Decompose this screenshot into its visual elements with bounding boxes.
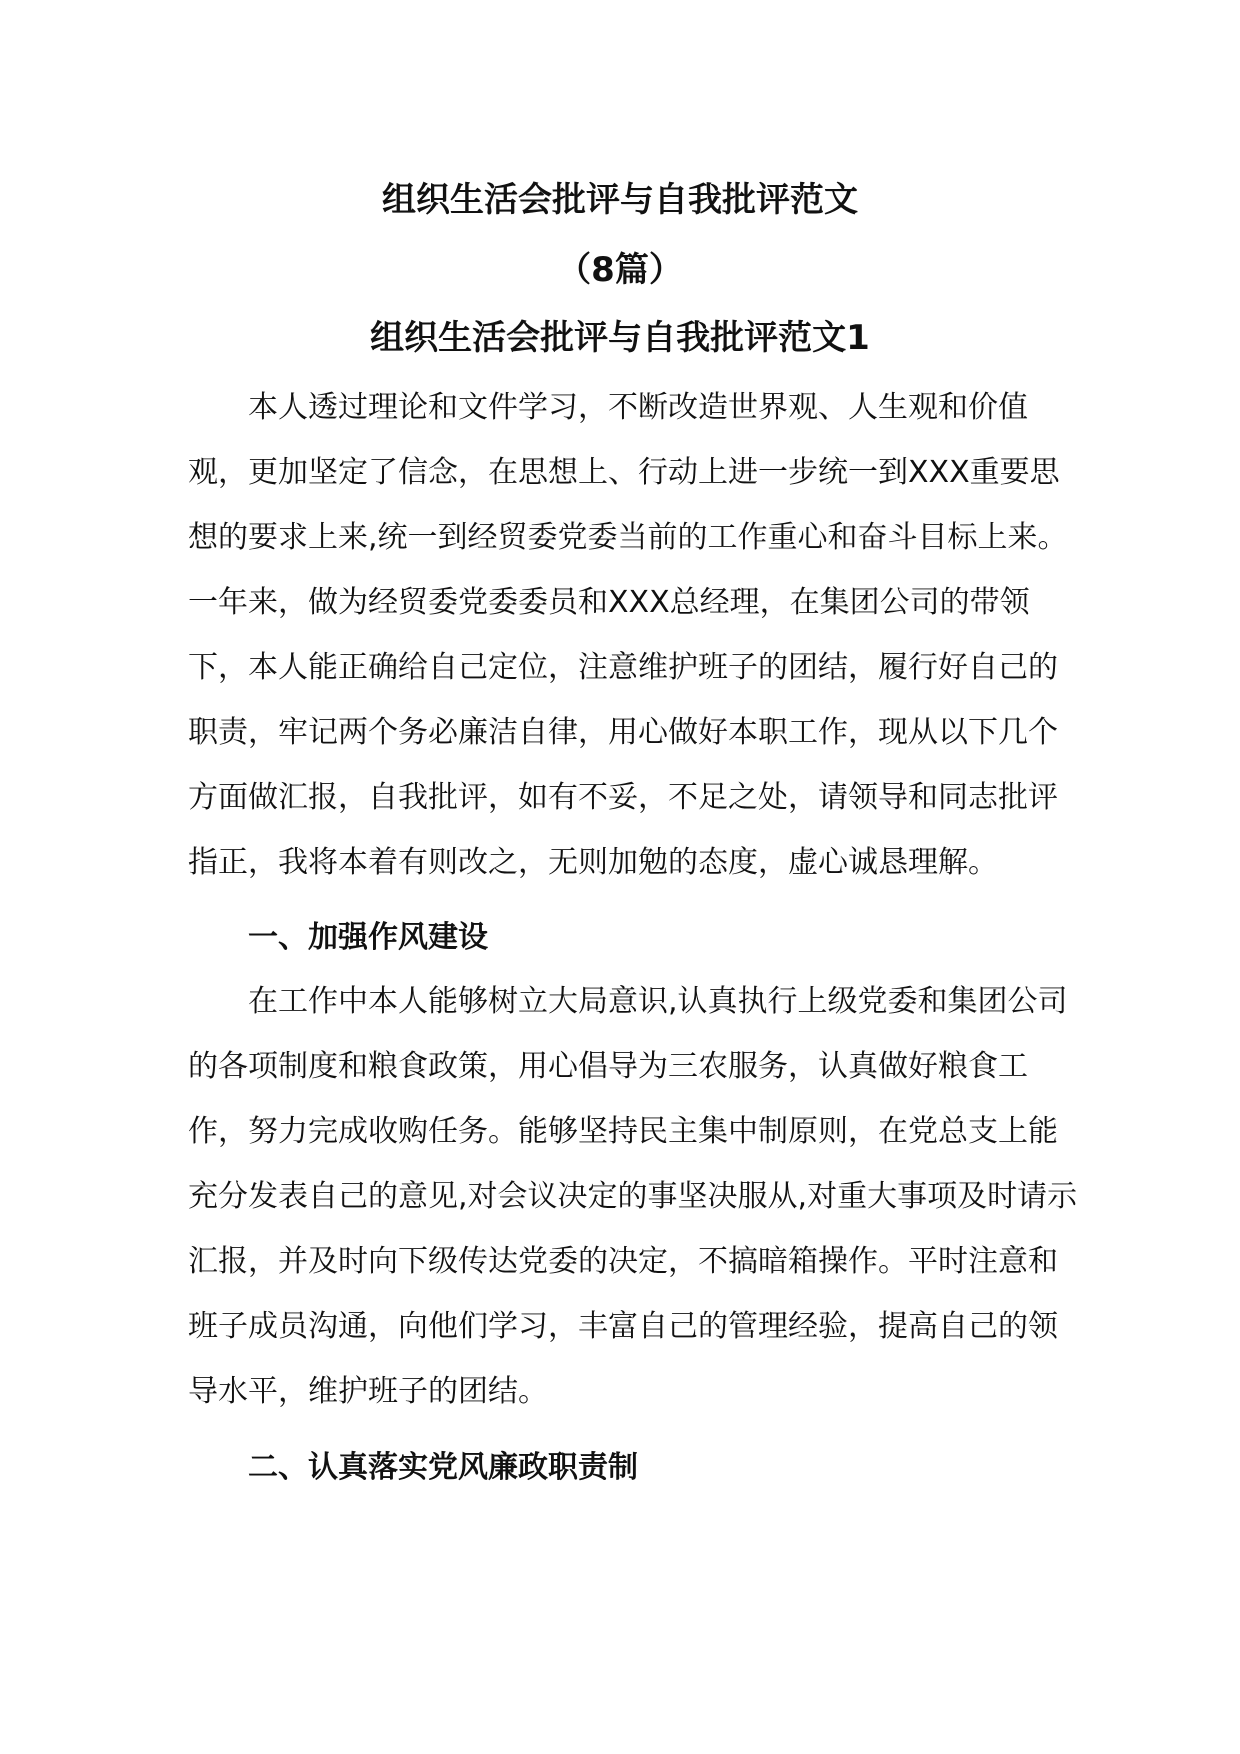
document-title: 组织生活会批评与自我批评范文 — [382, 180, 858, 220]
paragraph-line: 下，本人能正确给自己定位，注意维护班子的团结，履行好自己的 — [188, 650, 1058, 685]
paragraph-line: 在工作中本人能够树立大局意识,认真执行上级党委和集团公司 — [248, 984, 1068, 1019]
paragraph-line: 想的要求上来,统一到经贸委党委当前的工作重心和奋斗目标上来。 — [188, 520, 1068, 555]
paragraph-line: 职责，牢记两个务必廉洁自律，用心做好本职工作，现从以下几个 — [188, 715, 1058, 750]
paragraph-line: 指正，我将本着有则改之，无则加勉的态度，虚心诚恳理解。 — [188, 845, 998, 880]
paragraph-line: 本人透过理论和文件学习，不断改造世界观、人生观和价值 — [248, 390, 1028, 425]
paragraph-line: 方面做汇报，自我批评，如有不妥，不足之处，请领导和同志批评 — [188, 780, 1058, 815]
paragraph-line: 班子成员沟通，向他们学习，丰富自己的管理经验，提高自己的领 — [188, 1309, 1058, 1344]
paragraph-line: 观，更加坚定了信念，在思想上、行动上进一步统一到XXX重要思 — [188, 455, 1060, 490]
section-title: 组织生活会批评与自我批评范文1 — [370, 318, 870, 358]
heading-1: 一、加强作风建设 — [248, 920, 488, 955]
document-subtitle: （8篇） — [557, 250, 683, 290]
heading-2: 二、认真落实党风廉政职责制 — [248, 1450, 638, 1485]
paragraph-line: 充分发表自己的意见,对会议决定的事坚决服从,对重大事项及时请示 — [188, 1179, 1078, 1214]
paragraph-line: 作，努力完成收购任务。能够坚持民主集中制原则，在党总支上能 — [188, 1114, 1058, 1149]
paragraph-line: 导水平，维护班子的团结。 — [188, 1374, 548, 1409]
paragraph-line: 一年来，做为经贸委党委委员和XXX总经理，在集团公司的带领 — [188, 585, 1030, 620]
paragraph-line: 的各项制度和粮食政策，用心倡导为三农服务，认真做好粮食工 — [188, 1049, 1028, 1084]
paragraph-line: 汇报，并及时向下级传达党委的决定，不搞暗箱操作。平时注意和 — [188, 1244, 1058, 1279]
